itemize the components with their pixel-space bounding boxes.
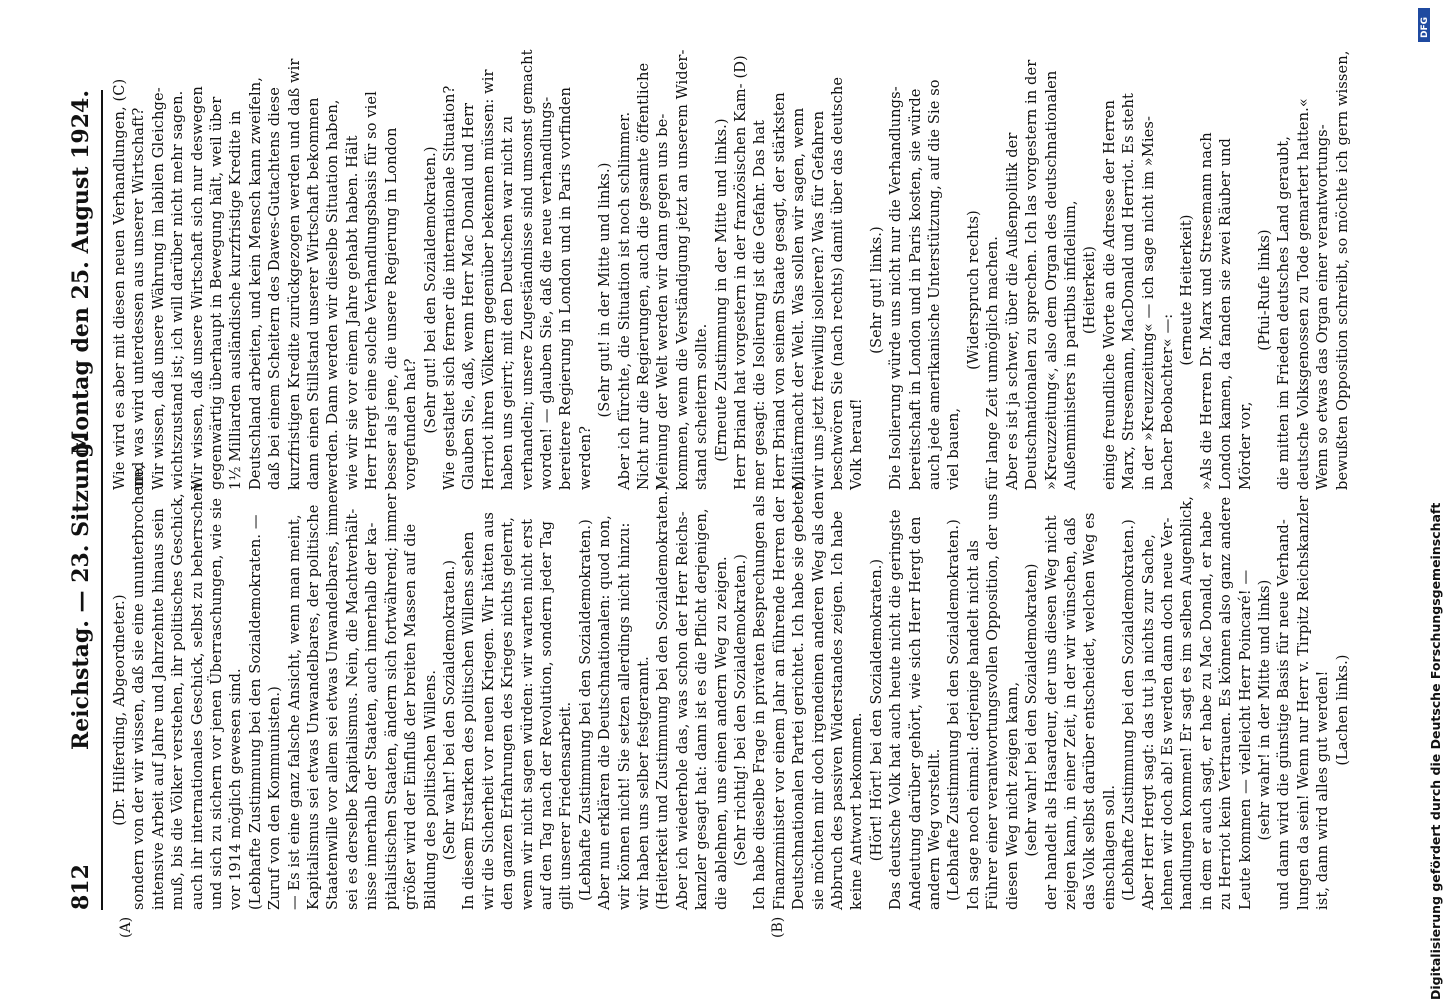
col2-line: Wenn so etwas das Organ einer verantwortungs- xyxy=(1314,124,1332,490)
col2-line: werden. Dann werden wir dieselbe Situation haben, xyxy=(324,99,342,490)
col1-line: Deutschnationalen Partei gerichtet. Ich habe sie gebeten, xyxy=(790,476,808,910)
col1-line: (Lebhafte Zustimmung bei den Sozialdemokraten.) xyxy=(576,519,594,901)
col1-line: kanzler gesagt hat: dann ist es die Pflicht derjenigen, xyxy=(693,508,711,910)
col2-line: in der »Kreuzzeitung« — ich sage nicht im »Mies- xyxy=(1139,116,1157,490)
col2-line: »Kreuzzeitung«, also dem Organ des deutschnationalen xyxy=(1042,70,1060,490)
col1-line: — Es ist eine ganz falsche Ansicht, wenn man meint, xyxy=(285,514,303,910)
col2-line: (Sehr gut! bei den Sozialdemokraten.) xyxy=(421,146,439,434)
col2-line: Deutschnationalen zu sprechen. Ich las vorgestern in der xyxy=(1023,59,1041,490)
col1-line: lungen da sein! Wenn nur Herr v. Tirpitz Reichskanzler xyxy=(1294,495,1312,910)
col2-line: worden! — glauben Sie, daß die neue verhandlungs- xyxy=(537,96,555,490)
col1-line: Staatenwille vor allem sei etwas Unwandelbares, immer xyxy=(324,487,342,910)
col1-line: auch ihr internationales Geschick, selbst zu beherrschen xyxy=(188,482,206,910)
page-title: Reichstag. — 23. Sitzung. xyxy=(68,434,94,750)
col2-line: Marx, Stresemann, MacDonald und Herriot. Es steht xyxy=(1120,92,1138,490)
col2-line: daß bei einem Scheitern des Dawes-Gutachtens diese xyxy=(266,87,284,490)
funding-note: Digitalisierung gefördert durch die Deutsche Forschungsgemeinschaft xyxy=(1428,502,1443,1000)
col1-line: vor 1914 möglich gewesen sind. xyxy=(227,668,245,910)
side-note xyxy=(1392,10,1443,1000)
col1-line: sei es derselbe Kapitalismus. Nein, die Machtverhält- xyxy=(343,508,361,910)
col2-line: (Pfui-Rufe links) xyxy=(1255,229,1273,351)
col2-line: deutsche Volksgenossen zu Tode gemartert hatten.« xyxy=(1294,98,1312,490)
col1-line: der handelt als Hasardeur, der uns diesen Weg nicht xyxy=(1042,515,1060,910)
col1-line: einschlagen soll. xyxy=(1100,784,1118,910)
col1-line: (Lachen links.) xyxy=(1333,654,1351,766)
col2-line: (Heiterkeit) xyxy=(1081,245,1099,335)
dfg-logo xyxy=(1418,8,1430,42)
col1-line: wenn wir nicht sagen würden: wir warten nicht erst xyxy=(518,518,536,910)
col1-line: (Lebhafte Zustimmung bei den Sozialdemokraten.) xyxy=(945,519,963,901)
col1-line: Leute kommen — vielleicht Herr Poincaré! — xyxy=(1236,569,1254,910)
col2-line: Aber ich fürchte, die Situation ist noch schlimmer. xyxy=(615,111,633,490)
col1-line: wir die Sicherheit vor neuen Kriegen. Wir hätten aus xyxy=(479,511,497,910)
col1-line: Bildung des politischen Willens. xyxy=(421,669,439,910)
col1-line: Andeutung darüber gehört, wie sich Herr Hergt den xyxy=(906,516,924,910)
col2-line: vorgefunden hat? xyxy=(402,358,420,490)
col2-line: stand scheitern sollte. xyxy=(693,323,711,490)
col2-line: beschwören Sie (nach rechts) damit über das deutsche xyxy=(829,76,847,490)
col1-line: zeigen kann, in einer Zeit, in der wir wünschen, daß xyxy=(1061,517,1079,910)
col2-line: Meinung der Welt werden wir dann gegen uns be- xyxy=(654,113,672,490)
header-rule xyxy=(101,90,103,910)
col2-line: bewußten Opposition schreibt, so möchte ich gern wissen, xyxy=(1333,50,1351,490)
col1-line: Zuruf von den Kommunisten.) xyxy=(266,686,284,910)
col1-line: (Lebhafte Zustimmung bei den Sozialdemokraten.) xyxy=(1120,519,1138,901)
column-left xyxy=(110,463,1352,910)
col2-line: Wie gestaltet sich ferner die internationale Situation? xyxy=(440,85,458,490)
col1-line: Finanzminister vor einem Jahr an führende Herren der xyxy=(770,497,788,910)
col2-line: Herriot ihren Völkern gegenüber bekennen müssen: wir xyxy=(479,69,497,490)
col2-line: Außenministers in partibus infidelium, xyxy=(1061,200,1079,490)
col2-line: werden? xyxy=(576,425,594,490)
col2-line: einige freundliche Worte an die Adresse der Herren xyxy=(1100,100,1118,490)
col2-line: (Sehr gut! links.) xyxy=(867,226,885,354)
col1-line: (sehr wahr! bei den Sozialdemokraten) xyxy=(1023,563,1041,857)
col1-line: Das deutsche Volk hat auch heute nicht die geringste xyxy=(887,509,905,910)
col1-line: handlungen kommen! Er sagt es im selben Augenblick, xyxy=(1178,496,1196,910)
col2-line: London kamen, da fanden sie zwei Räuber und xyxy=(1217,138,1235,490)
col2-line: Herr Briand hat vorgestern in der französischen Kam- (D) xyxy=(732,55,749,490)
col2-line: Militärmacht der Welt. Was sollen wir sagen, wenn xyxy=(790,107,808,490)
margin-label-b: (B) xyxy=(770,916,786,938)
page-header xyxy=(60,90,100,910)
col2-line: bereitere Regierung in London und in Paris vorfinden xyxy=(557,87,575,490)
col1-line: lehnen wir doch ab! Es werden dann doch neue Ver- xyxy=(1158,517,1176,910)
col2-line: Wir wissen, daß unsere Währung im labilen Gleichge- xyxy=(149,87,167,490)
col2-line: kommen, wenn die Verständigung jetzt an unserem Wider- xyxy=(673,49,691,490)
col2-line: kurzfristigen Kredite zurückgezogen werden und daß wir xyxy=(285,58,303,490)
col1-line: pitalistischen Staaten, ändern sich fortwährend; immer xyxy=(382,493,400,910)
col1-line: das Volk selbst darüber entscheidet, welchen Weg es xyxy=(1081,512,1099,910)
col1-line: Abbruch des passiven Widerstandes zeigen. Ich habe xyxy=(829,510,847,910)
col1-line: andern Weg vorstellt. xyxy=(926,748,944,910)
col1-line: Ich habe dieselbe Frage in privaten Besprechungen als xyxy=(751,495,769,910)
col1-line: keine Antwort bekommen. xyxy=(848,712,866,910)
col1-line: ist, dann wird alles gut werden! xyxy=(1314,670,1332,910)
col1-line: Kapitalismus sei etwas Unwandelbares, der politische xyxy=(305,504,323,910)
margin-label-a: (A) xyxy=(118,916,134,938)
col2-line: für lange Zeit unmöglich machen. xyxy=(984,235,1002,490)
col1-line: größer wird der Einfluß der breiten Massen auf die xyxy=(402,523,420,910)
col1-line: die ablehnen, uns einen andern Weg zu zeigen. xyxy=(712,556,730,910)
col2-line: viel bauen, xyxy=(945,407,963,490)
col1-line: Aber nun erklären die Deutschnationalen: quod non, xyxy=(596,515,614,910)
col1-line: Aber ich wiederhole das, was schon der Herr Reichs- xyxy=(673,511,691,910)
col2-line: verhandeln; unsere Zugeständnisse sind umsonst gemacht xyxy=(518,49,536,490)
col1-line: (Heiterkeit und Zustimmung bei den Sozialdemokraten.) xyxy=(654,484,672,910)
col2-line: und was wird unterdessen aus unserer Wirtschaft? xyxy=(130,107,148,490)
col2-line: Herr Briand von seinem Staate gesagt, der stärksten xyxy=(770,92,788,490)
col2-line: gegenwärtig überhaupt in Bewegung hält, weil über xyxy=(208,96,226,490)
col1-line: In diesem Erstarken des politischen Willens sehen xyxy=(460,531,478,910)
col1-line: (Sehr wahr! bei den Sozialdemokraten.) xyxy=(440,559,458,861)
col2-line: Aber es ist ja schwer, über die Außenpolitik der xyxy=(1003,132,1021,490)
col2-line: (erneute Heiterkeit) xyxy=(1178,214,1196,366)
col1-line: den ganzen Erfahrungen des Krieges nichts gelernt, xyxy=(499,517,517,910)
col1-line: Aber Herr Hergt sagt: das tut ja nichts zur Sache, xyxy=(1139,534,1157,910)
col2-line: Deutschland arbeiten, und kein Mensch kann zweifeln, xyxy=(246,77,264,490)
col1-line: (sehr wahr! in der Mitte und links) xyxy=(1255,579,1273,841)
col2-line: Die Isolierung würde uns nicht nur die Verhandlungs- xyxy=(887,86,905,490)
col1-line: auf den Tag nach der Revolution, sondern jeder Tag xyxy=(537,520,555,910)
col1-line: und dann wird die günstige Basis für neue Verhand- xyxy=(1275,519,1293,910)
column-right xyxy=(110,49,1352,490)
col2-line: auch jede amerikanische Unterstützung, auf die Sie so xyxy=(926,79,944,490)
dfg-logo-text: DFG xyxy=(1420,16,1430,38)
col2-line: Mörder vor, xyxy=(1236,401,1254,490)
col1-line: diesen Weg nicht zeigen kann, xyxy=(1003,681,1021,910)
col2-line: wichtszustand ist; ich will darüber nicht mehr sagen. xyxy=(169,90,187,490)
col2-line: haben uns geirrt; mit den Deutschen war nicht zu xyxy=(499,115,517,490)
col2-line: Wie wird es aber mit diesen neuen Verhandlungen, (C) xyxy=(111,78,128,490)
col2-line: Nicht nur die Regierungen, auch die gesamte öffentliche xyxy=(634,62,652,490)
col1-line: gilt unserer Friedensarbeit. xyxy=(557,701,575,910)
col1-line: Ich sage noch einmal: derjenige handelt nicht als xyxy=(964,540,982,910)
col2-line: (Widerspruch rechts) xyxy=(964,210,982,370)
col1-line: (Lebhafte Zustimmung bei den Sozialdemokraten. — xyxy=(246,514,264,910)
col2-line: 1½ Milliarden ausländische kurzfristige Kredite in xyxy=(227,110,245,490)
col1-line: intensive Arbeit auf Jahre und Jahrzehnte hinaus sein xyxy=(149,508,167,910)
col2-line: Volk herauf! xyxy=(848,398,866,490)
page-number: 812 xyxy=(68,864,94,910)
col2-line: die mitten im Frieden deutsches Land geraubt, xyxy=(1275,135,1293,490)
col2-line: wir uns jetzt freiwillig isolieren? Was für Gefahren xyxy=(809,110,827,490)
col1-line: Führer einer verantwortungsvollen Opposition, der uns xyxy=(984,493,1002,910)
col1-line: (Sehr richtig! bei den Sozialdemokraten.) xyxy=(732,553,749,867)
col2-line: besser als jene, die unsere Regierung in London xyxy=(382,127,400,490)
col2-line: (Erneute Zustimmung in der Mitte und links.) xyxy=(712,118,730,462)
col2-line: bereitschaft in London und in Paris kosten, sie würde xyxy=(906,88,924,490)
col2-line: mer gesagt: die Isolierung ist die Gefahr. Das hat xyxy=(751,120,769,490)
col2-line: dann einen Stillstand unserer Wirtschaft bekommen xyxy=(305,97,323,490)
col2-line: Herr Hergt eine solche Verhandlungsbasis für so viel xyxy=(363,91,381,490)
col1-line: sondern von der wir wissen, daß sie eine ununterbrochene, xyxy=(130,463,148,910)
col2-line: (Sehr gut! in der Mitte und links.) xyxy=(596,162,614,418)
page-date: Montag den 25. August 1924. xyxy=(68,90,94,455)
col1-line: in dem er auch sagt, er habe zu Mac Donald, er habe xyxy=(1197,511,1215,910)
col1-line: wir können nicht! Sie setzen allerdings nicht hinzu: xyxy=(615,522,633,910)
col1-line: (Dr. Hilferding, Abgeordneter.) xyxy=(111,594,128,826)
col2-line: bacher Beobachter« —: xyxy=(1158,313,1176,490)
col1-line: zu Herriot kein Vertrauen. Es können also ganz andere xyxy=(1217,496,1235,910)
col1-line: nisse innerhalb der Staaten, auch innerhalb der ka- xyxy=(363,522,381,910)
col2-line: »Als die Herren Dr. Marx und Stresemann nach xyxy=(1197,132,1215,490)
col1-line: muß, bis die Völker verstehen, ihr politisches Geschick, xyxy=(169,493,187,910)
col1-line: sie möchten mir doch irgendeinen anderen Weg als den xyxy=(809,491,827,910)
col1-line: (Hört! Hört! bei den Sozialdemokraten.) xyxy=(867,558,885,862)
col1-line: wir haben uns selber festgerannt. xyxy=(634,656,652,910)
col2-line: wie wir sie vor einem Jahre gehabt haben. Hält xyxy=(343,135,361,490)
col2-line: Wir wissen, daß unsere Wirtschaft sich nur deswegen xyxy=(188,86,206,490)
col1-line: und sich zu sichern vor jenen Überraschungen, wie sie xyxy=(208,497,226,910)
col2-line: Glauben Sie, daß, wenn Herr Mac Donald und Herr xyxy=(460,102,478,490)
